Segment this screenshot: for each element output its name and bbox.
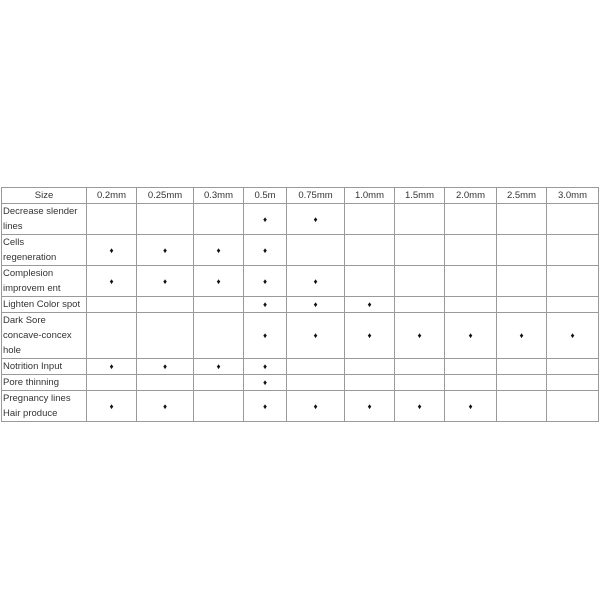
applicable-mark: ♦ [194,266,244,297]
empty-cell [497,204,547,235]
empty-cell [194,313,244,359]
empty-cell [137,313,194,359]
empty-cell [445,359,497,375]
applicable-mark: ♦ [445,313,497,359]
empty-cell [497,375,547,391]
empty-cell [345,266,395,297]
empty-cell [87,204,137,235]
applicable-mark: ♦ [244,313,287,359]
empty-cell [395,375,445,391]
empty-cell [87,297,137,313]
empty-cell [137,204,194,235]
applicable-mark: ♦ [287,313,345,359]
applicable-mark: ♦ [287,266,345,297]
empty-cell [87,313,137,359]
column-header: 0.2mm [87,188,137,204]
applicable-mark: ♦ [547,313,599,359]
applicable-mark: ♦ [244,359,287,375]
column-header: 1.5mm [395,188,445,204]
empty-cell [497,359,547,375]
column-header: 1.0mm [345,188,395,204]
empty-cell [445,375,497,391]
empty-cell [497,391,547,422]
empty-cell [547,204,599,235]
empty-cell [445,266,497,297]
applicable-mark: ♦ [395,313,445,359]
applicable-mark: ♦ [244,235,287,266]
applicable-mark: ♦ [87,266,137,297]
table-row [2,375,599,391]
applicable-mark: ♦ [244,375,287,391]
table-row [2,313,599,359]
empty-cell [547,235,599,266]
empty-cell [395,204,445,235]
empty-cell [547,391,599,422]
applicable-mark: ♦ [345,391,395,422]
empty-cell [547,266,599,297]
empty-cell [445,297,497,313]
empty-cell [87,375,137,391]
table-body [2,204,599,422]
empty-cell [547,297,599,313]
table-row [2,359,599,375]
empty-cell [194,375,244,391]
empty-cell [287,359,345,375]
empty-cell [194,297,244,313]
column-header: 0.5m [244,188,287,204]
applicable-mark: ♦ [137,391,194,422]
table-row [2,297,599,313]
empty-cell [345,375,395,391]
applicable-mark: ♦ [137,235,194,266]
empty-cell [395,266,445,297]
applicable-mark: ♦ [244,266,287,297]
row-label: Lighten Color spot [2,297,87,313]
applicable-mark: ♦ [244,204,287,235]
table-row [2,235,599,266]
empty-cell [287,235,345,266]
column-header: 0.75mm [287,188,345,204]
empty-cell [194,391,244,422]
empty-cell [445,235,497,266]
empty-cell [497,266,547,297]
applicable-mark: ♦ [497,313,547,359]
applicable-mark: ♦ [287,204,345,235]
applicable-mark: ♦ [87,359,137,375]
applicable-mark: ♦ [137,266,194,297]
applicable-mark: ♦ [395,391,445,422]
row-label: Pore thinning [2,375,87,391]
table-row [2,204,599,235]
table-row [2,266,599,297]
row-label: Notrition Input [2,359,87,375]
needle-size-table-container [1,187,598,422]
applicable-mark: ♦ [345,297,395,313]
applicable-mark: ♦ [244,297,287,313]
empty-cell [395,359,445,375]
empty-cell [194,204,244,235]
row-label: Complesion improvem ent [2,266,87,297]
applicable-mark: ♦ [194,359,244,375]
applicable-mark: ♦ [244,391,287,422]
table-row [2,391,599,422]
empty-cell [547,375,599,391]
column-header: 2.0mm [445,188,497,204]
empty-cell [445,204,497,235]
applicable-mark: ♦ [445,391,497,422]
row-label: Pregnancy lines Hair produce [2,391,87,422]
empty-cell [395,235,445,266]
column-header: 3.0mm [547,188,599,204]
size-header: Size [2,188,87,204]
empty-cell [345,359,395,375]
applicable-mark: ♦ [287,297,345,313]
empty-cell [137,297,194,313]
empty-cell [345,204,395,235]
column-header: 0.25mm [137,188,194,204]
applicable-mark: ♦ [87,235,137,266]
needle-size-table [1,187,599,422]
empty-cell [547,359,599,375]
empty-cell [497,297,547,313]
empty-cell [287,375,345,391]
column-header: 0.3mm [194,188,244,204]
empty-cell [137,375,194,391]
applicable-mark: ♦ [137,359,194,375]
applicable-mark: ♦ [87,391,137,422]
column-header: 2.5mm [497,188,547,204]
applicable-mark: ♦ [345,313,395,359]
row-label: Cells regeneration [2,235,87,266]
empty-cell [395,297,445,313]
applicable-mark: ♦ [287,391,345,422]
table-header-row [2,188,599,204]
applicable-mark: ♦ [194,235,244,266]
row-label: Decrease slender lines [2,204,87,235]
row-label: Dark Sore concave-concex hole [2,313,87,359]
empty-cell [497,235,547,266]
empty-cell [345,235,395,266]
